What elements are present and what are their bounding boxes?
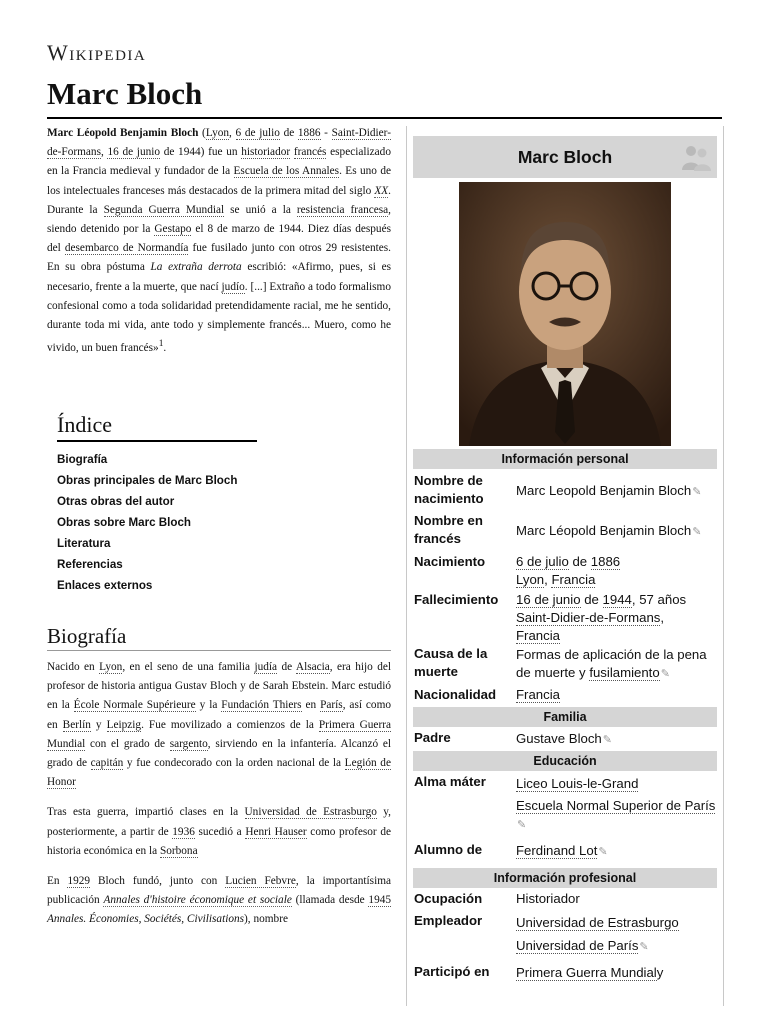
link-estrasburgo[interactable]: Universidad de Estrasburgo	[244, 806, 377, 819]
link-annales-pub[interactable]: Annales d'histoire économique et sociale	[103, 894, 292, 907]
pencil-icon[interactable]: ✎	[602, 734, 612, 746]
biografia-body	[47, 658, 391, 941]
link-leipzig[interactable]: Leipzig	[106, 718, 142, 731]
link-death-date[interactable]: 16 de junio	[107, 146, 161, 159]
intro-paragraph: Marc Léopold Benjamin Bloch (Lyon, 6 de julio de 1886 - Saint-Didier-de-Formans, 16 de junio de 1944) fue un historiador francés especializado en la Francia medieval y fundador de la Escuela de los Annales. Es uno de los intelectuales franceses más destacados de la primera mitad del siglo XX. Durante la Segunda Guerra Mundial se unió a la resistencia francesa, siendo detenido por la Gestapo el 8 de marzo de 1944. Diez días después del desembarco de Normandía fue fusilado junto con otros 29 resistentes. En su obra póstuma La extraña derrota escribió: «Afirmo, pues, si es necesario, frente a la muerte, que nací judío. [...] Extraño a todo formalismo confesional como a toda solidaridad pretendidamente racial, me he sentido, durante toda mi vida, ante todo y simplemente francés... Muero, como he vivido, un buen francés»$^1$.	[47, 127, 391, 354]
infobox-label-nacionalidad: Nacionalidad	[414, 687, 497, 702]
pencil-icon[interactable]: ✎	[692, 526, 702, 538]
infobox-label-nacimiento: Nacimiento	[414, 554, 486, 569]
toc-item-otras-obras[interactable]: Otras obras del autor	[57, 495, 175, 508]
link-ferdinand-lot[interactable]: Ferdinand Lot	[516, 843, 598, 858]
link-gestapo[interactable]: Gestapo	[154, 223, 192, 236]
link-historiador[interactable]: historiador	[241, 146, 291, 159]
infobox-value-nacimiento: 6 de julio de 1886 Lyon, Francia	[516, 554, 621, 587]
infobox-label-padre: Padre	[414, 730, 451, 745]
link-nacimiento-city[interactable]: Lyon	[516, 572, 545, 587]
infobox-section-familia: Familia	[413, 707, 717, 727]
link-ens[interactable]: École Normale Supérieure	[73, 699, 196, 712]
link-hauser[interactable]: Henri Hauser	[245, 825, 307, 838]
link-resistencia[interactable]: resistencia francesa	[296, 203, 389, 216]
link-ww2[interactable]: Segunda Guerra Mundial	[103, 203, 225, 216]
pencil-icon[interactable]: ✎	[692, 486, 702, 498]
infobox-section-profesional: Información profesional	[413, 868, 717, 888]
link-fallecimiento-year[interactable]: 1944	[602, 592, 632, 607]
link-1936[interactable]: 1936	[172, 825, 195, 838]
bio-paragraph-1: Nacido en Lyon, en el seno de una familia judía de Alsacia, era hijo del profesor de historia antigua Gustav Bloch y de Sarah Ebstein. Marc estudió en la École Normale Supérieure y la Fundación Thiers en París, así como en Berlín y Leipzig. Fue movilizado a comienzos de la Primera Guerra Mundial con el grado de sargento, sirviendo en la infantería. Alcanzó el grado de capitán y fue condecorado con la orden nacional de la Legión de Honor	[47, 661, 392, 789]
link-legion-honor[interactable]: Legión de Honor	[47, 757, 391, 789]
infobox-value-causa: Formas de aplicación de la pena de muerte y fusilamiento✎	[516, 646, 721, 683]
infobox-title: Marc Bloch	[517, 147, 613, 167]
infobox-value-alma-mater-1	[516, 775, 721, 793]
link-fusilamiento[interactable]: fusilamiento	[589, 665, 660, 680]
link-nacimiento-year[interactable]: 1886	[590, 554, 621, 569]
link-thiers[interactable]: Fundación Thiers	[221, 699, 302, 712]
link-u-estrasburgo[interactable]: Universidad de Estrasburgo	[516, 915, 679, 930]
link-sorbona[interactable]: Sorbona	[159, 844, 198, 857]
infobox-label-causa: Causa de la muerte	[414, 646, 488, 679]
infobox-label-alumno-de: Alumno de	[414, 842, 483, 857]
pencil-icon[interactable]: ✎	[598, 846, 608, 858]
portrait-photo[interactable]	[459, 182, 671, 446]
infobox-value-fallecimiento: 16 de junio de 1944, 57 años Saint-Didier-de-Formans, Francia	[516, 592, 687, 643]
infobox-value-padre: Gustave Bloch✎	[516, 730, 721, 749]
link-judio[interactable]: judío	[221, 280, 245, 293]
table-of-contents	[57, 412, 257, 596]
link-siglo-xx[interactable]: XX	[374, 184, 389, 197]
link-lyon-2[interactable]: Lyon	[99, 661, 123, 673]
link-nacimiento-country[interactable]: Francia	[551, 572, 596, 587]
infobox-label-participo: Participó en	[414, 964, 490, 979]
infobox-section-personal: Información personal	[413, 449, 717, 469]
annales-title: Annales. Économies, Sociétés, Civilisations	[47, 913, 245, 926]
link-fallecimiento-place[interactable]: Saint-Didier-de-Formans	[516, 610, 661, 625]
page-title: Marc Bloch	[47, 76, 203, 111]
toc-item-obras-sobre[interactable]: Obras sobre Marc Bloch	[57, 516, 192, 529]
toc-item-enlaces[interactable]: Enlaces externos	[57, 579, 153, 592]
link-birth-year[interactable]: 1886	[297, 127, 321, 139]
infobox-section-educacion: Educación	[413, 751, 717, 771]
pencil-icon[interactable]: ✎	[639, 941, 649, 953]
infobox-value-empleador-2	[516, 937, 721, 956]
link-primera-guerra[interactable]: Primera Guerra Mundial	[516, 965, 657, 980]
infobox-header	[413, 136, 717, 178]
pencil-icon[interactable]: ✎	[660, 668, 670, 680]
infobox	[406, 126, 724, 1006]
infobox-value-alumno-de	[516, 842, 721, 861]
infobox-label-ocupacion: Ocupación	[414, 891, 483, 906]
infobox-value-participo: Primera Guerra Mundialy	[516, 965, 664, 980]
link-1945[interactable]: 1945	[368, 894, 392, 907]
link-u-paris[interactable]: Universidad de París	[516, 938, 639, 953]
bio-paragraph-3: En 1929 Bloch fundó, junto con Lucien Febvre, la importantísima publicación Annales d'histoire économique et sociale (llamada desde 1945 Annales. Économies, Sociétés, Civilisations), nombre	[47, 875, 392, 926]
pencil-icon[interactable]: ✎	[517, 819, 527, 831]
subject-full-name: Marc Léopold Benjamin Bloch	[47, 127, 199, 139]
link-alsacia[interactable]: Alsacia	[295, 661, 330, 673]
infobox-label-nombre-nacimiento: Nombre de nacimiento	[414, 473, 484, 506]
people-icon	[679, 140, 713, 174]
toc-title: Índice	[57, 412, 257, 442]
link-ww1[interactable]: Primera Guerra Mundial	[47, 718, 391, 750]
link-annales[interactable]: Escuela de los Annales	[233, 165, 340, 178]
infobox-label-nombre-frances: Nombre en francés	[414, 513, 483, 546]
link-fallecimiento-date[interactable]: 16 de junio	[516, 592, 581, 607]
link-birth-date[interactable]: 6 de julio	[235, 127, 280, 139]
link-fallecimiento-country[interactable]: Francia	[516, 628, 560, 643]
link-death-place[interactable]: Saint-Didier-de-Formans	[47, 127, 391, 159]
title-divider	[47, 117, 722, 119]
link-normandia[interactable]: desembarco de Normandía	[64, 242, 189, 255]
link-berlin[interactable]: Berlín	[62, 718, 91, 731]
infobox-value-alma-mater-2	[516, 797, 721, 834]
obra-title: La extraña derrota	[150, 261, 242, 274]
toc-item-obras-principales[interactable]: Obras principales de Marc Bloch	[57, 474, 238, 487]
infobox-value-nacionalidad	[516, 686, 721, 704]
link-lyon[interactable]: Lyon	[205, 127, 230, 139]
link-ens-paris[interactable]: Escuela Normal Superior de París	[516, 798, 716, 813]
reference-1[interactable]: 1	[158, 339, 164, 350]
link-1929[interactable]: 1929	[67, 875, 91, 888]
infobox-label-alma-mater: Alma máter	[414, 774, 486, 789]
link-nacimiento-date[interactable]: 6 de julio	[516, 554, 569, 569]
link-sargento[interactable]: sargento	[169, 737, 208, 750]
infobox-value-nombre-frances: Marc Léopold Benjamin Bloch✎	[516, 522, 721, 541]
toc-item-biografia[interactable]: Biografía	[57, 453, 108, 466]
wikipedia-logo[interactable]: Wikipedia	[47, 40, 147, 65]
infobox-value-nombre-nacimiento: Marc Leopold Benjamin Bloch✎	[516, 482, 721, 501]
toc-item-referencias[interactable]: Referencias	[57, 558, 123, 571]
infobox-label-empleador: Empleador	[414, 913, 483, 928]
toc-item-literatura[interactable]: Literatura	[57, 537, 111, 550]
link-capitan[interactable]: capitán	[90, 757, 124, 770]
section-heading-biografia: Biografía	[47, 624, 391, 651]
link-louis-le-grand[interactable]: Liceo Louis-le-Grand	[516, 776, 639, 791]
infobox-label-fallecimiento: Fallecimiento	[414, 592, 499, 607]
link-judia[interactable]: judía	[254, 661, 278, 673]
link-nacionalidad[interactable]: Francia	[516, 687, 560, 702]
infobox-value-empleador-1	[516, 914, 721, 932]
link-febvre[interactable]: Lucien Febvre	[225, 875, 296, 888]
infobox-value-ocupacion: Historiador	[516, 891, 580, 906]
bio-paragraph-2: Tras esta guerra, impartió clases en la Universidad de Estrasburgo y, posteriormente, a partir de 1936 sucedió a Henri Hauser como profesor de historia económica en la Sorbona	[47, 806, 391, 857]
link-paris[interactable]: París	[320, 699, 343, 712]
link-frances[interactable]: francés	[293, 146, 327, 159]
